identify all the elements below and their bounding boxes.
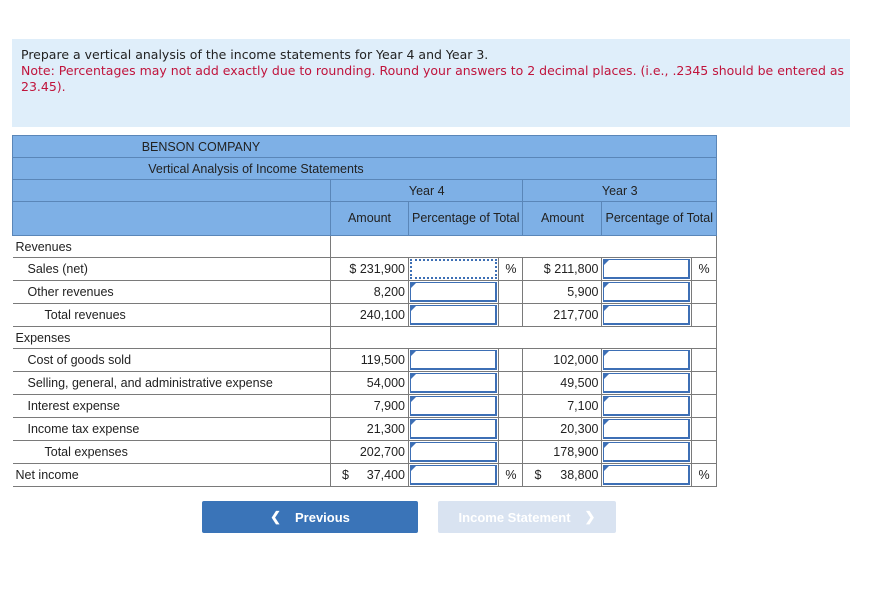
vertical-analysis-table xyxy=(12,135,717,487)
table-row xyxy=(13,441,717,464)
row-label: Cost of goods sold xyxy=(13,349,331,372)
amount-cell: 8,200 xyxy=(331,281,409,304)
row-label: Total expenses xyxy=(13,441,331,464)
amount-cell: $ 211,800 xyxy=(523,258,602,281)
table-title: Vertical Analysis of Income Statements xyxy=(13,158,717,180)
year3-header: Year 3 xyxy=(523,180,716,202)
previous-button[interactable]: ❮ Previous xyxy=(202,501,418,533)
year4-percent-input[interactable] xyxy=(409,281,499,304)
row-label: Other revenues xyxy=(13,281,331,304)
row-label: Net income xyxy=(13,464,331,487)
row-label: Total revenues xyxy=(13,304,331,327)
amount-cell: 7,100 xyxy=(523,395,602,418)
amount-cell: 20,300 xyxy=(523,418,602,441)
year4-percent-input[interactable] xyxy=(409,395,499,418)
amount-header: Amount xyxy=(331,202,409,236)
amount-cell: 7,900 xyxy=(331,395,409,418)
year3-percent-input[interactable] xyxy=(602,258,692,281)
percent-sign xyxy=(499,372,523,395)
table-row xyxy=(13,281,717,304)
amount-cell: 202,700 xyxy=(331,441,409,464)
percent-sign: % xyxy=(499,258,523,281)
year3-percent-input[interactable] xyxy=(602,349,692,372)
chevron-right-icon: ❯ xyxy=(584,509,596,524)
row-label: Selling, general, and administrative expense xyxy=(13,372,331,395)
year3-percent-input[interactable] xyxy=(602,441,692,464)
percent-sign: % xyxy=(499,464,523,487)
year4-percent-input[interactable] xyxy=(409,304,499,327)
table-row xyxy=(13,395,717,418)
percent-sign xyxy=(499,441,523,464)
year4-percent-input[interactable] xyxy=(409,349,499,372)
amount-cell: 178,900 xyxy=(523,441,602,464)
amount-cell: 240,100 xyxy=(331,304,409,327)
amount-cell: $ 38,800 xyxy=(523,464,602,487)
percent-sign xyxy=(499,418,523,441)
year3-percent-input[interactable] xyxy=(602,304,692,327)
year4-header: Year 4 xyxy=(331,180,523,202)
table-row xyxy=(13,464,717,487)
amount-header: Amount xyxy=(523,202,602,236)
next-button[interactable]: Income Statement ❯ xyxy=(438,501,616,533)
percent-sign xyxy=(499,281,523,304)
row-label: Sales (net) xyxy=(13,258,331,281)
amount-cell: 119,500 xyxy=(331,349,409,372)
amount-cell: $ 231,900 xyxy=(331,258,409,281)
pct-header: Percentage of Total xyxy=(602,202,716,236)
percent-sign xyxy=(692,304,717,327)
year4-percent-input[interactable] xyxy=(409,464,499,487)
chevron-left-icon: ❮ xyxy=(270,509,281,524)
instructions-text: Prepare a vertical analysis of the income statements for Year 4 and Year 3. xyxy=(21,47,489,62)
amount-cell: 49,500 xyxy=(523,372,602,395)
percent-sign xyxy=(692,418,717,441)
year3-percent-input[interactable] xyxy=(602,372,692,395)
table-row xyxy=(13,236,717,258)
percent-sign xyxy=(692,372,717,395)
percent-sign xyxy=(499,304,523,327)
year3-percent-input[interactable] xyxy=(602,464,692,487)
percent-sign xyxy=(692,441,717,464)
year4-percent-input[interactable] xyxy=(409,441,499,464)
year4-percent-input[interactable] xyxy=(409,258,499,281)
year4-percent-input[interactable] xyxy=(409,372,499,395)
amount-cell: 217,700 xyxy=(523,304,602,327)
amount-cell: 5,900 xyxy=(523,281,602,304)
percent-sign: % xyxy=(692,258,717,281)
row-label: Revenues xyxy=(13,236,331,258)
company-name: BENSON COMPANY xyxy=(13,136,717,158)
amount-cell: 21,300 xyxy=(331,418,409,441)
year4-percent-input[interactable] xyxy=(409,418,499,441)
year3-percent-input[interactable] xyxy=(602,395,692,418)
table-row xyxy=(13,304,717,327)
row-label: Income tax expense xyxy=(13,418,331,441)
percent-sign xyxy=(692,349,717,372)
percent-sign xyxy=(499,395,523,418)
row-label: Expenses xyxy=(13,327,331,349)
table-row xyxy=(13,372,717,395)
pct-header: Percentage of Total xyxy=(409,202,523,236)
percent-sign xyxy=(692,395,717,418)
amount-cell: 102,000 xyxy=(523,349,602,372)
table-row xyxy=(13,349,717,372)
percent-sign xyxy=(499,349,523,372)
table-row xyxy=(13,258,717,281)
instructions-note: Note: Percentages may not add exactly due to rounding. Round your answers to 2 decimal places. (i.e., .2345 should be entered as 23.45). xyxy=(21,63,845,94)
instructions-panel xyxy=(12,39,850,127)
table-row xyxy=(13,418,717,441)
percent-sign: % xyxy=(692,464,717,487)
amount-cell: 54,000 xyxy=(331,372,409,395)
table-row xyxy=(13,327,717,349)
percent-sign xyxy=(692,281,717,304)
row-label: Interest expense xyxy=(13,395,331,418)
year3-percent-input[interactable] xyxy=(602,418,692,441)
amount-cell: $ 37,400 xyxy=(331,464,409,487)
year3-percent-input[interactable] xyxy=(602,281,692,304)
